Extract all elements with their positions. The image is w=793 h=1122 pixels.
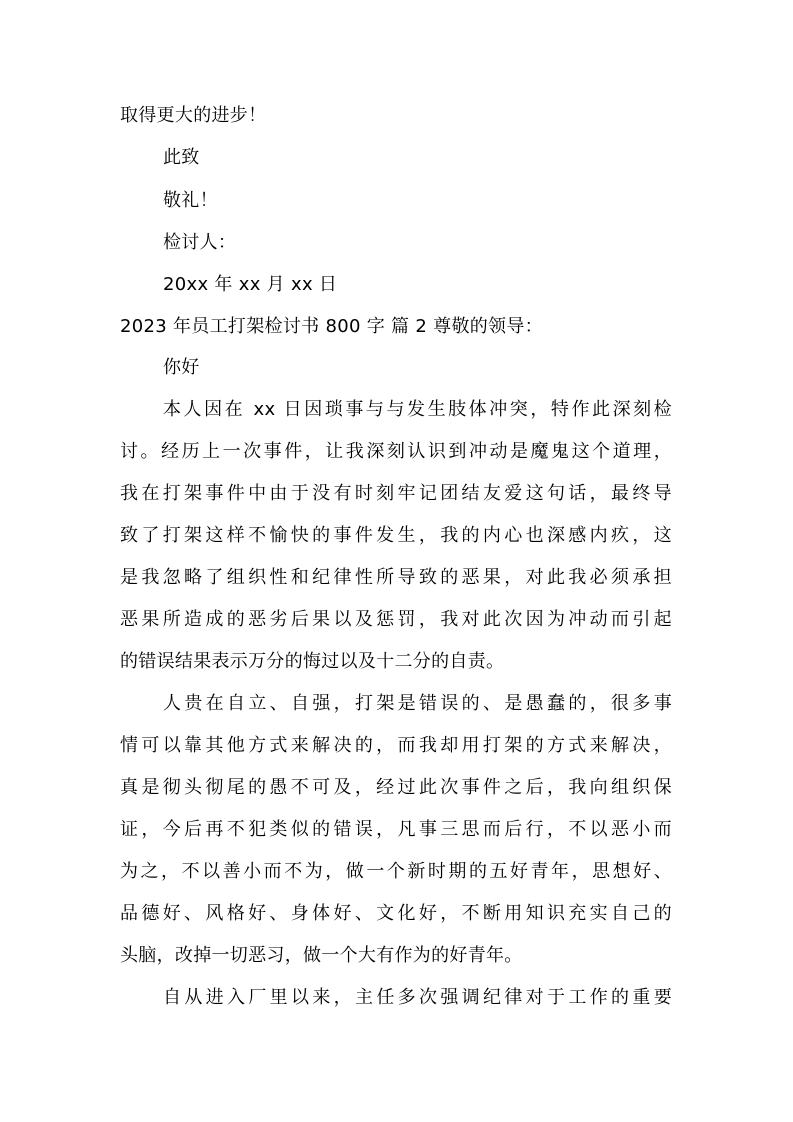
text-line: 讨。经历上一次事件，让我深刻认识到冲动是魔鬼这个道理， bbox=[120, 441, 672, 462]
text-line: 本人因在 xx 日因琐事与与发生肢体冲突，特作此深刻检 bbox=[163, 399, 672, 420]
text-line: 是我忽略了组织性和纪律性所导致的恶果，对此我必须承担 bbox=[120, 567, 672, 588]
text-line: 人贵在自立、自强，打架是错误的、是愚蠢的，很多事 bbox=[163, 693, 672, 714]
text-line: 我在打架事件中由于没有时刻牢记团结友爱这句话，最终导 bbox=[120, 483, 672, 504]
text-line: 的错误结果表示万分的悔过以及十二分的自责。 bbox=[120, 651, 505, 672]
section-heading: 2023 年员工打架检讨书 800 字 篇 2 尊敬的领导： bbox=[120, 316, 543, 337]
text-line: 检讨人： bbox=[163, 232, 237, 253]
greeting-line: 你好 bbox=[163, 357, 200, 378]
text-line: 自从进入厂里以来，主任多次强调纪律对于工作的重要 bbox=[163, 987, 672, 1008]
text-line: 情可以靠其他方式来解决的，而我却用打架的方式来解决， bbox=[120, 735, 672, 756]
text-line: 敬礼！ bbox=[163, 190, 218, 211]
text-line: 为之，不以善小而不为，做一个新时期的五好青年，思想好、 bbox=[120, 861, 672, 882]
text-line: 致了打架这样不愉快的事件发生，我的内心也深感内疚，这 bbox=[120, 525, 672, 546]
text-line: 品德好、风格好、身体好、文化好，不断用知识充实自己的 bbox=[120, 903, 672, 924]
date-line: 20xx 年 xx 月 xx 日 bbox=[163, 274, 338, 295]
text-line: 证，今后再不犯类似的错误，凡事三思而后行，不以恶小而 bbox=[120, 819, 672, 840]
text-line: 真是彻头彻尾的愚不可及，经过此次事件之后，我向组织保 bbox=[120, 777, 672, 798]
text-line: 此致 bbox=[163, 147, 200, 168]
text-line: 恶果所造成的恶劣后果以及惩罚，我对此次因为冲动而引起 bbox=[120, 609, 672, 630]
text-line: 取得更大的进步！ bbox=[120, 105, 267, 126]
text-line: 头脑，改掉一切恶习，做一个大有作为的好青年。 bbox=[120, 945, 523, 966]
